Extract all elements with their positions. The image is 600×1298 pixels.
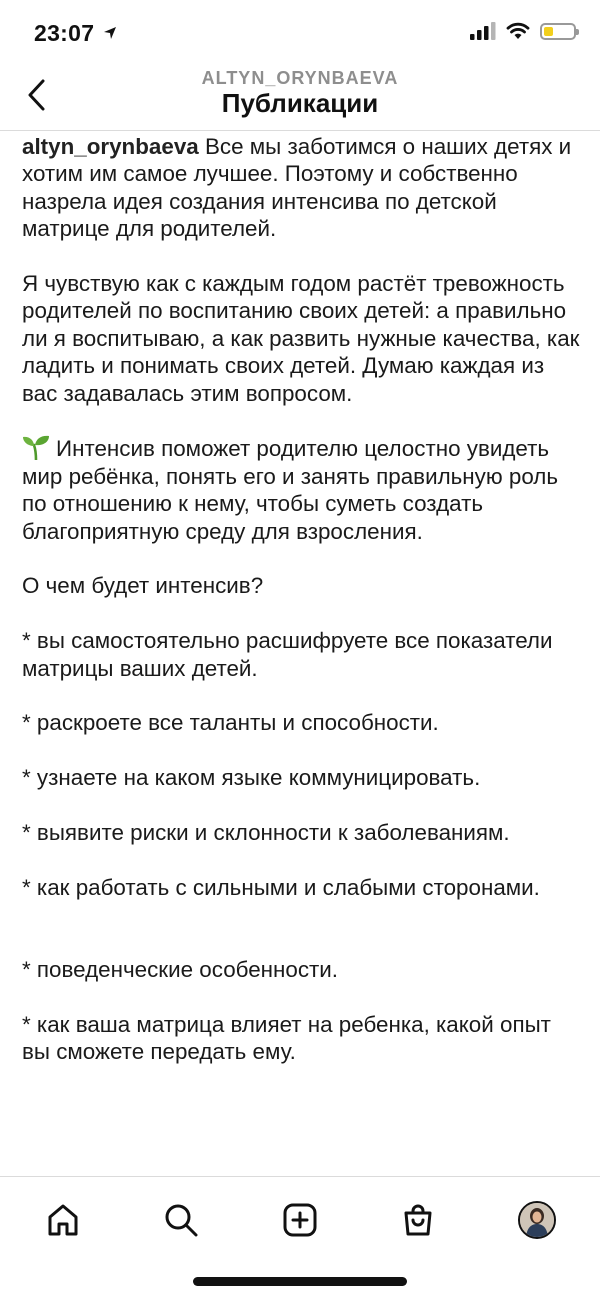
list-item: * выявите риски и склонности к заболеваниям. [22, 820, 510, 846]
battery-icon [540, 23, 576, 40]
caption-intro-text: Все мы заботимся о наших детях и хотим им самое лучшее. Поэтому и собственно назрела идея создания интенсива по детской матрице для родителей. [22, 134, 572, 242]
caption-paragraph-sprout [22, 434, 582, 545]
status-icons [470, 22, 576, 40]
post-caption [22, 133, 582, 1175]
tab-shop[interactable] [393, 1195, 443, 1245]
status-bar [0, 0, 600, 70]
navigation-header [0, 62, 600, 131]
status-time: 23:07 [34, 20, 117, 47]
tab-search[interactable] [156, 1195, 206, 1245]
caption-intro [22, 133, 582, 243]
home-indicator [193, 1277, 407, 1286]
tab-profile[interactable] [512, 1195, 562, 1245]
list-item: * раскроете все таланты и способности. [22, 710, 439, 736]
author-username[interactable]: altyn_orynbaeva [22, 134, 199, 159]
list-item: * вы самостоятельно расшифруете все показатели матрицы ваших детей. [22, 628, 553, 681]
tab-home[interactable] [38, 1195, 88, 1245]
location-arrow-icon [103, 26, 117, 40]
home-icon [46, 1203, 80, 1237]
caption-question: О чем будет интенсив? [22, 573, 264, 599]
page-title: Публикации [221, 88, 379, 118]
list-item: * как работать с сильными и слабыми сторонами. [22, 874, 540, 900]
list-item: * узнаете на каком языке коммуницировать. [22, 765, 481, 791]
search-icon [164, 1203, 198, 1237]
profile-username: ALTYN_ORYNBAEVA [201, 68, 399, 88]
tab-new-post[interactable] [275, 1195, 325, 1245]
caption-paragraph-text: Интенсив поможет родителю целостно увидеть мир ребёнка, понять его и занять правильную роль по отношению к нему, чтобы суметь создать благоприятную среду для взросления. [22, 436, 559, 544]
wifi-icon [506, 22, 530, 40]
list-item: * поведенческие особенности. [22, 957, 339, 983]
list-item: * как ваша матрица влияет на ребенка, какой опыт вы сможете передать ему. [22, 1011, 551, 1065]
battery-level [544, 27, 553, 36]
new-post-icon [283, 1203, 317, 1237]
signal-icon [470, 22, 496, 40]
sprout-icon [22, 434, 50, 460]
shop-icon [401, 1203, 435, 1237]
profile-avatar [518, 1201, 556, 1239]
caption-paragraph: Я чувствую как с каждым годом растёт тревожность родителей по воспитанию своих детей: а правильно ли я воспитываю, а как развить нужные качества, как ладить и понимать своих детей. Думаю каждая из вас задавалась этим вопросом. [22, 271, 580, 406]
